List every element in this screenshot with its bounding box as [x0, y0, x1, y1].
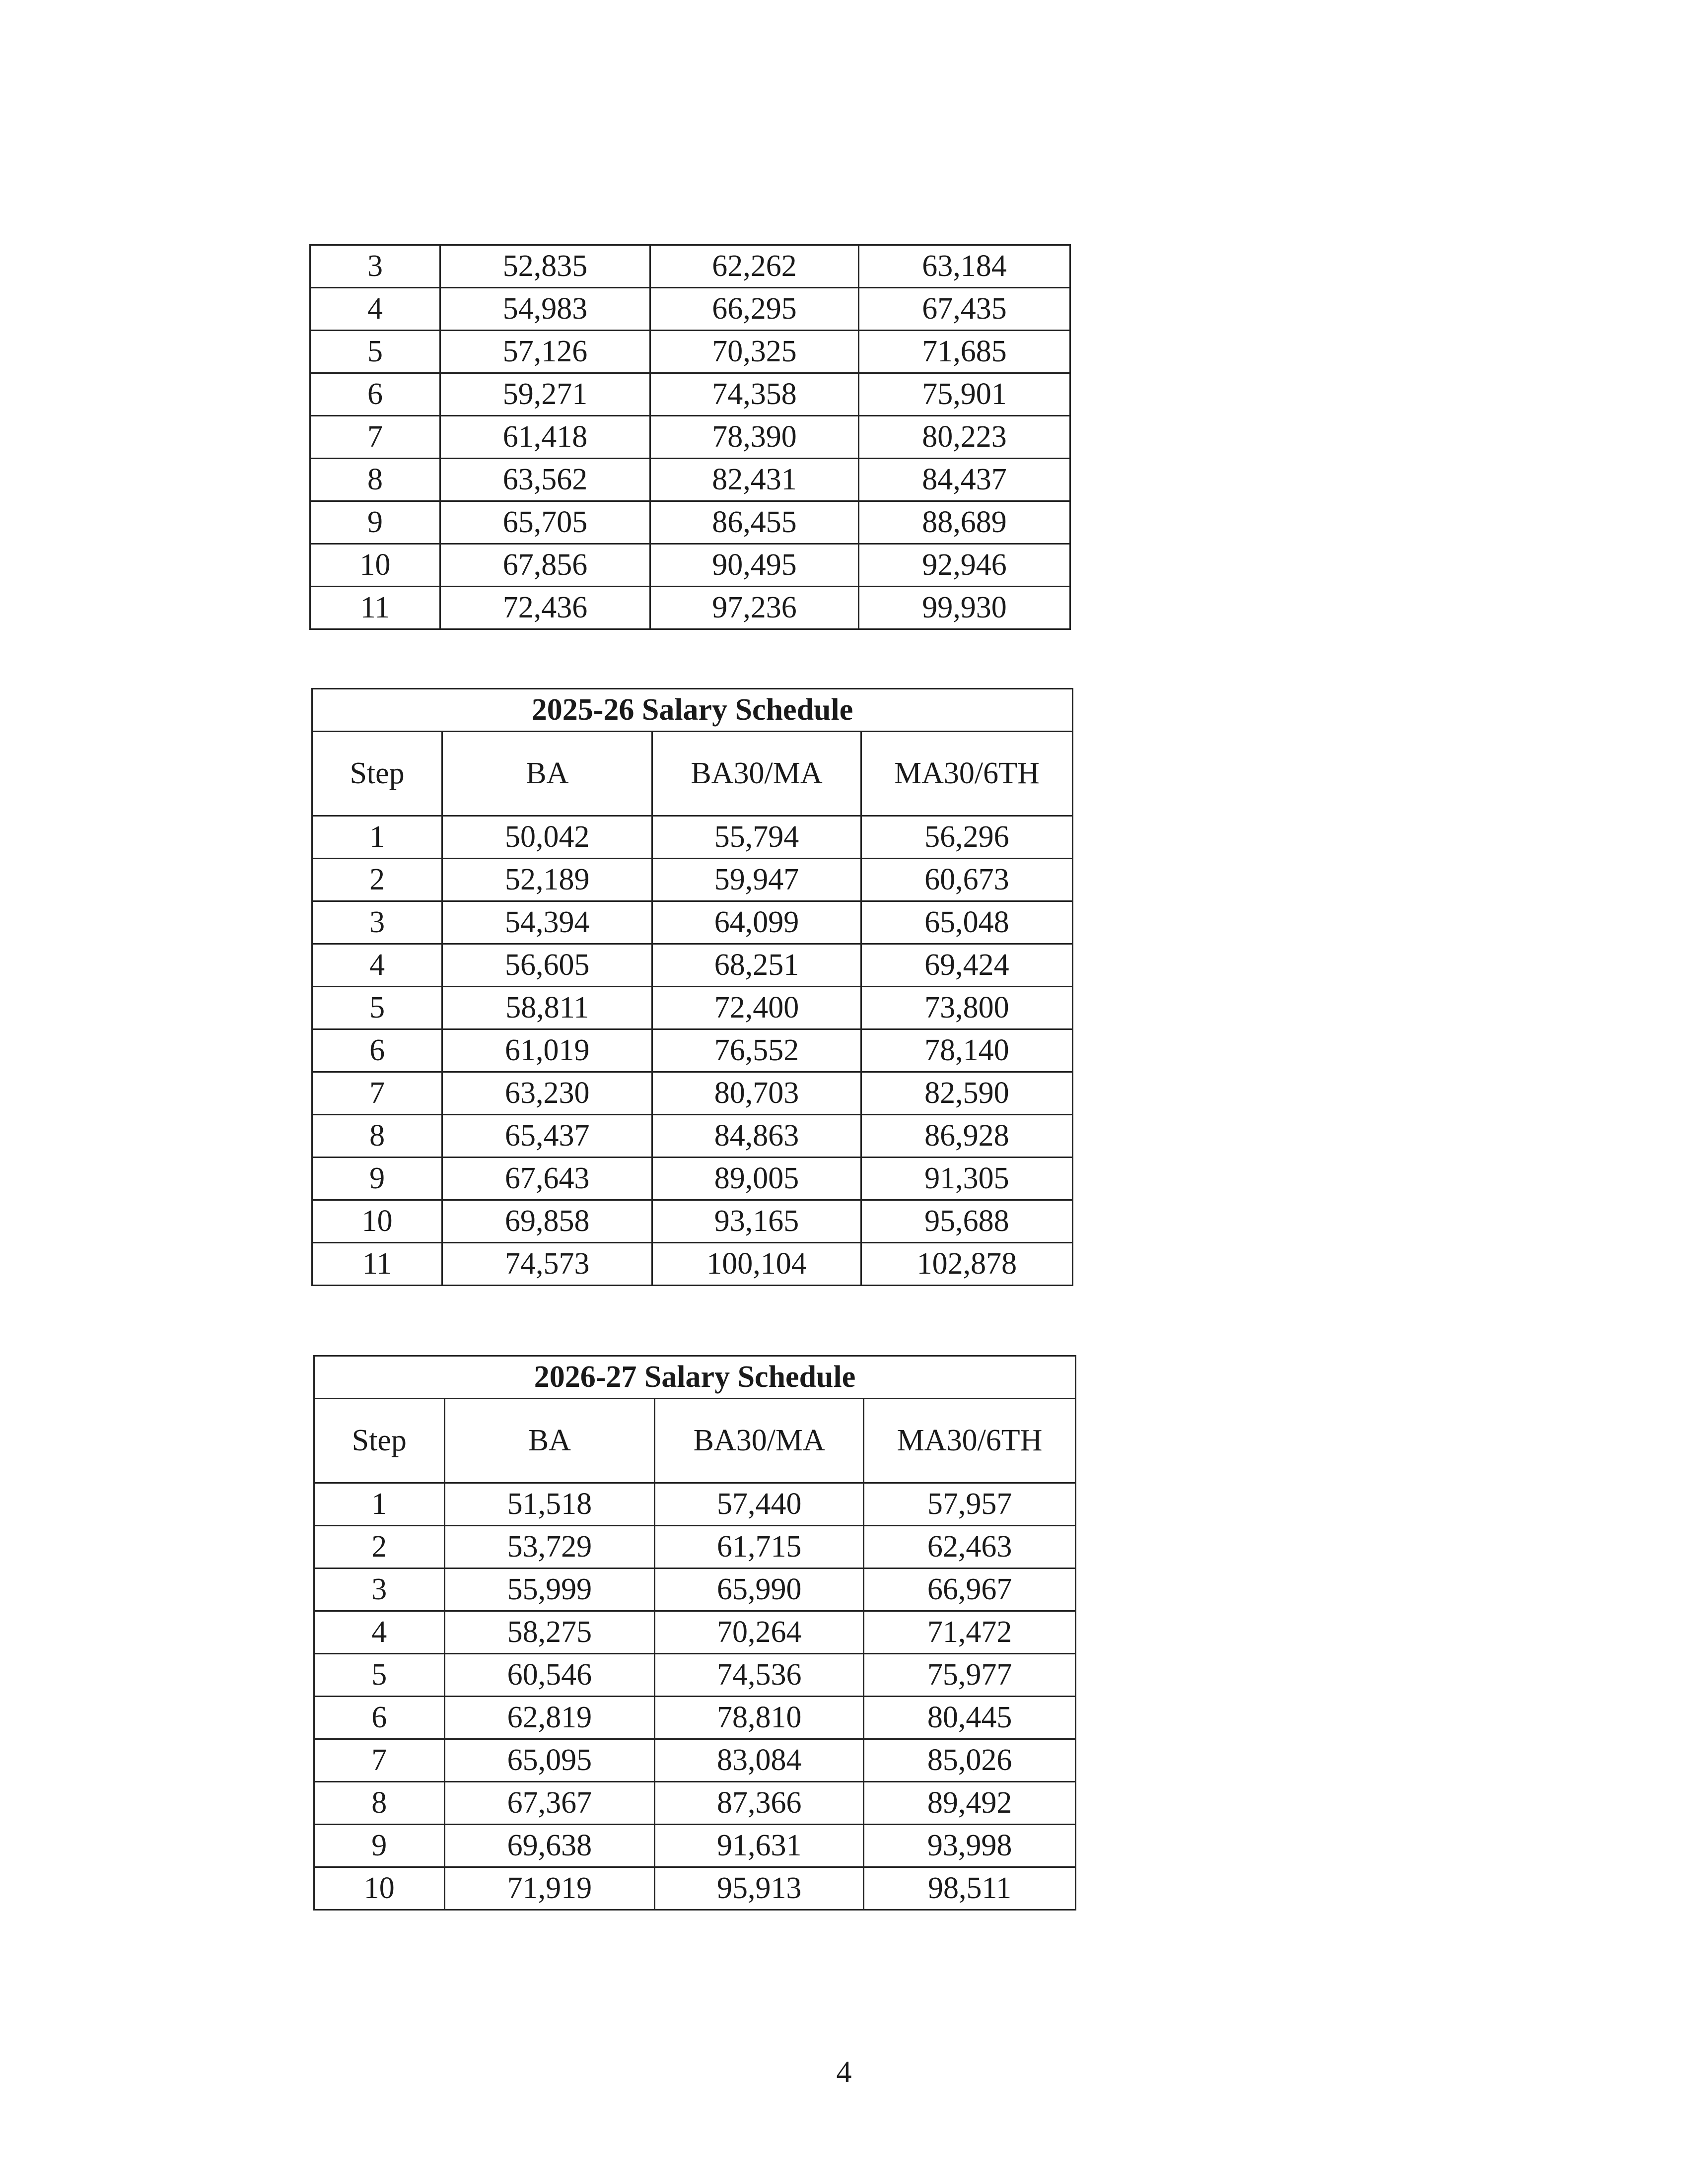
cell-ma30-6th: 57,957: [864, 1483, 1076, 1526]
table-row: [310, 373, 1070, 416]
table-row: [310, 587, 1070, 629]
cell-ba: 71,919: [444, 1867, 655, 1910]
cell-ma30-6th: 98,511: [864, 1867, 1076, 1910]
cell-ba30-ma: 89,005: [652, 1158, 861, 1200]
cell-ba: 52,835: [440, 245, 650, 288]
table-row: [312, 1029, 1073, 1072]
table-row: [310, 288, 1070, 331]
salary-table-2025-26: [311, 688, 1073, 1286]
cell-ba30-ma: 74,358: [650, 373, 859, 416]
cell-ba: 51,518: [444, 1483, 655, 1526]
cell-ba30-ma: 66,295: [650, 288, 859, 331]
cell-ma30-6th: 62,463: [864, 1526, 1076, 1569]
table-row: [310, 501, 1070, 544]
cell-ba: 69,858: [442, 1200, 652, 1243]
column-header-ma30-6th: MA30/6TH: [864, 1399, 1076, 1483]
cell-ba30-ma: 97,236: [650, 587, 859, 629]
cell-ba30-ma: 80,703: [652, 1072, 861, 1115]
table-row: [312, 944, 1073, 987]
cell-step: 1: [312, 816, 442, 859]
cell-ma30-6th: 80,223: [859, 416, 1070, 459]
cell-ba: 58,275: [444, 1611, 655, 1654]
page-number: 4: [836, 2055, 852, 2089]
cell-ba: 54,983: [440, 288, 650, 331]
cell-ba: 50,042: [442, 816, 652, 859]
cell-ba30-ma: 95,913: [655, 1867, 864, 1910]
table-row: [314, 1654, 1076, 1697]
cell-ma30-6th: 89,492: [864, 1782, 1076, 1825]
cell-ma30-6th: 80,445: [864, 1697, 1076, 1739]
table-row: [312, 987, 1073, 1029]
cell-step: 4: [312, 944, 442, 987]
table-row: [314, 1483, 1076, 1526]
cell-ba30-ma: 87,366: [655, 1782, 864, 1825]
cell-ma30-6th: 71,472: [864, 1611, 1076, 1654]
table-row: [312, 901, 1073, 944]
table-row: [312, 816, 1073, 859]
cell-ma30-6th: 71,685: [859, 331, 1070, 373]
cell-step: 10: [312, 1200, 442, 1243]
cell-ma30-6th: 75,901: [859, 373, 1070, 416]
cell-step: 6: [314, 1697, 445, 1739]
column-header-ba: BA: [442, 732, 652, 816]
cell-step: 3: [312, 901, 442, 944]
table-row: [314, 1526, 1076, 1569]
table-title: 2026-27 Salary Schedule: [314, 1356, 1076, 1399]
cell-ba: 56,605: [442, 944, 652, 987]
table-row: [314, 1825, 1076, 1867]
cell-step: 6: [312, 1029, 442, 1072]
cell-step: 8: [314, 1782, 445, 1825]
cell-step: 7: [314, 1739, 445, 1782]
cell-step: 5: [314, 1654, 445, 1697]
cell-ba: 54,394: [442, 901, 652, 944]
table-row: [312, 1243, 1073, 1286]
column-header-ba: BA: [444, 1399, 655, 1483]
table-row: [310, 331, 1070, 373]
cell-ba: 58,811: [442, 987, 652, 1029]
cell-step: 8: [310, 459, 440, 501]
cell-ba: 67,367: [444, 1782, 655, 1825]
cell-step: 1: [314, 1483, 445, 1526]
cell-ma30-6th: 65,048: [861, 901, 1072, 944]
cell-ba30-ma: 72,400: [652, 987, 861, 1029]
cell-ma30-6th: 60,673: [861, 859, 1072, 901]
table-title: 2025-26 Salary Schedule: [312, 689, 1073, 732]
cell-ba30-ma: 57,440: [655, 1483, 864, 1526]
cell-ma30-6th: 78,140: [861, 1029, 1072, 1072]
table-row: [310, 544, 1070, 587]
cell-ba30-ma: 83,084: [655, 1739, 864, 1782]
cell-ba30-ma: 70,325: [650, 331, 859, 373]
cell-ma30-6th: 66,967: [864, 1569, 1076, 1611]
cell-ba: 67,856: [440, 544, 650, 587]
cell-ba30-ma: 55,794: [652, 816, 861, 859]
cell-step: 9: [314, 1825, 445, 1867]
salary-table-continued: [309, 244, 1071, 630]
cell-ba30-ma: 86,455: [650, 501, 859, 544]
cell-step: 4: [314, 1611, 445, 1654]
cell-step: 10: [314, 1867, 445, 1910]
cell-ba: 67,643: [442, 1158, 652, 1200]
column-header-ba30-ma: BA30/MA: [652, 732, 861, 816]
table-row: [310, 245, 1070, 288]
table-row: [310, 459, 1070, 501]
cell-ba30-ma: 100,104: [652, 1243, 861, 1286]
cell-ba: 63,230: [442, 1072, 652, 1115]
cell-ba30-ma: 70,264: [655, 1611, 864, 1654]
cell-ma30-6th: 75,977: [864, 1654, 1076, 1697]
cell-ba30-ma: 82,431: [650, 459, 859, 501]
cell-step: 7: [312, 1072, 442, 1115]
salary-table-2026-27: [313, 1355, 1076, 1911]
cell-ma30-6th: 63,184: [859, 245, 1070, 288]
table-row: [310, 416, 1070, 459]
cell-ba: 52,189: [442, 859, 652, 901]
cell-ba: 61,418: [440, 416, 650, 459]
cell-ba: 74,573: [442, 1243, 652, 1286]
table-row: [314, 1739, 1076, 1782]
cell-step: 8: [312, 1115, 442, 1158]
cell-ba30-ma: 65,990: [655, 1569, 864, 1611]
cell-step: 4: [310, 288, 440, 331]
cell-ma30-6th: 73,800: [861, 987, 1072, 1029]
cell-ba30-ma: 68,251: [652, 944, 861, 987]
cell-step: 2: [312, 859, 442, 901]
cell-ma30-6th: 99,930: [859, 587, 1070, 629]
cell-ma30-6th: 88,689: [859, 501, 1070, 544]
cell-ba30-ma: 84,863: [652, 1115, 861, 1158]
table-row: [312, 1200, 1073, 1243]
table-row: [314, 1569, 1076, 1611]
cell-step: 10: [310, 544, 440, 587]
column-header-step: Step: [312, 732, 442, 816]
cell-ba: 65,705: [440, 501, 650, 544]
cell-ba: 61,019: [442, 1029, 652, 1072]
cell-step: 7: [310, 416, 440, 459]
cell-ma30-6th: 102,878: [861, 1243, 1072, 1286]
cell-ba: 55,999: [444, 1569, 655, 1611]
cell-ba: 69,638: [444, 1825, 655, 1867]
cell-ba: 53,729: [444, 1526, 655, 1569]
cell-step: 3: [314, 1569, 445, 1611]
cell-ma30-6th: 82,590: [861, 1072, 1072, 1115]
cell-ba: 72,436: [440, 587, 650, 629]
cell-ma30-6th: 56,296: [861, 816, 1072, 859]
cell-ba30-ma: 90,495: [650, 544, 859, 587]
cell-ba30-ma: 93,165: [652, 1200, 861, 1243]
cell-step: 2: [314, 1526, 445, 1569]
cell-ba30-ma: 64,099: [652, 901, 861, 944]
cell-ba30-ma: 61,715: [655, 1526, 864, 1569]
table-row: [314, 1782, 1076, 1825]
cell-ba: 60,546: [444, 1654, 655, 1697]
table-row: [312, 1158, 1073, 1200]
column-header-ba30-ma: BA30/MA: [655, 1399, 864, 1483]
cell-ba30-ma: 91,631: [655, 1825, 864, 1867]
cell-ma30-6th: 91,305: [861, 1158, 1072, 1200]
table-row: [314, 1867, 1076, 1910]
cell-ma30-6th: 95,688: [861, 1200, 1072, 1243]
cell-ba30-ma: 76,552: [652, 1029, 861, 1072]
cell-ma30-6th: 67,435: [859, 288, 1070, 331]
cell-ma30-6th: 85,026: [864, 1739, 1076, 1782]
cell-ba: 59,271: [440, 373, 650, 416]
cell-ba: 65,437: [442, 1115, 652, 1158]
table-row: [312, 859, 1073, 901]
column-header-step: Step: [314, 1399, 445, 1483]
cell-ma30-6th: 92,946: [859, 544, 1070, 587]
table-row: [314, 1611, 1076, 1654]
cell-ma30-6th: 93,998: [864, 1825, 1076, 1867]
cell-step: 5: [312, 987, 442, 1029]
column-header-ma30-6th: MA30/6TH: [861, 732, 1072, 816]
cell-step: 11: [310, 587, 440, 629]
cell-step: 6: [310, 373, 440, 416]
cell-ba30-ma: 78,390: [650, 416, 859, 459]
cell-step: 3: [310, 245, 440, 288]
cell-ba30-ma: 74,536: [655, 1654, 864, 1697]
cell-step: 9: [312, 1158, 442, 1200]
table-row: [312, 1115, 1073, 1158]
cell-ma30-6th: 84,437: [859, 459, 1070, 501]
table-row: [312, 1072, 1073, 1115]
cell-ba: 65,095: [444, 1739, 655, 1782]
cell-ba: 63,562: [440, 459, 650, 501]
cell-ba30-ma: 62,262: [650, 245, 859, 288]
cell-step: 9: [310, 501, 440, 544]
cell-ma30-6th: 69,424: [861, 944, 1072, 987]
cell-ba: 57,126: [440, 331, 650, 373]
cell-ba30-ma: 78,810: [655, 1697, 864, 1739]
cell-ba30-ma: 59,947: [652, 859, 861, 901]
cell-ba: 62,819: [444, 1697, 655, 1739]
cell-step: 11: [312, 1243, 442, 1286]
table-row: [314, 1697, 1076, 1739]
cell-ma30-6th: 86,928: [861, 1115, 1072, 1158]
cell-step: 5: [310, 331, 440, 373]
